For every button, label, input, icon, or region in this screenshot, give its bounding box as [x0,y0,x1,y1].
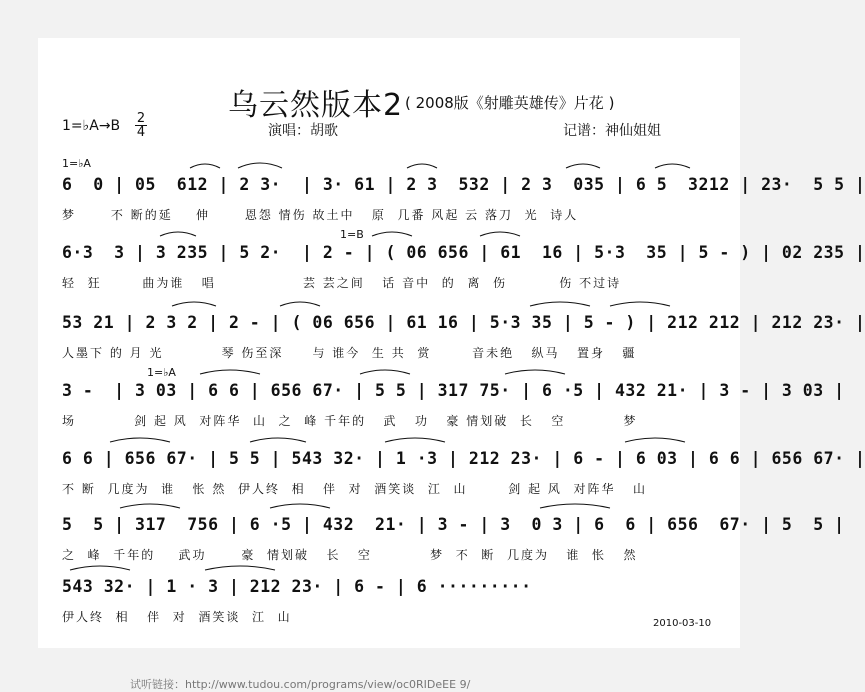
notation-line: 6 0 | 05 612 | 2 3· | 3· 61 | 2 3 532 | 2 3 035 | 6 5 3212 | 23· 5 5 | [62,175,865,194]
score-line [62,240,865,300]
key-change-mark: 1=B [340,228,364,241]
time-signature [135,112,147,139]
listen-link[interactable]: 试听链接：http://www.tudou.com/programs/view/oc0RIDeEE 9/ [130,678,471,691]
key-change-mark: 1=♭A [147,366,176,379]
score-line [62,512,845,572]
notation-line: 3 - | 3 03 | 6 6 | 656 67· | 5 5 | 317 75· | 6 ·5 | 432 21· | 3 - | 3 03 | [62,381,845,400]
lyrics-line: 人墨下 的 月 光 琴 伤至深 与 谁今 生 共 赏 音未绝 纵马 置身 疆 [62,346,637,360]
lyrics-line: 不 断 几度为 谁 怅 然 伊人终 相 伴 对 酒笑谈 江 山 剑 起 风 对阵华 山 [62,482,647,496]
lyrics-line: 轻 狂 曲为谁 唱 芸 芸之间 话 音中 的 离 伤 伤 不过诗 [62,276,622,290]
notation-line: 53 21 | 2 3 2 | 2 - | ( 06 656 | 61 16 | 5·3 35 | 5 - ) | 212 212 | 212 23· | [62,313,865,332]
time-signature-top: 2 [136,111,146,126]
lyrics-line: 场 剑 起 风 对阵华 山 之 峰 千年的 武 功 豪 情划破 长 空 梦 [62,414,638,428]
singer-credit: 演唱：胡歌 [268,123,338,139]
lyrics-line: 伊人终 相 伴 对 酒笑谈 江 山 [62,610,292,624]
score-line [62,574,710,634]
score-line [62,446,865,506]
score-line [62,310,865,370]
lyrics-line: 之 峰 千年的 武功 豪 情划破 长 空 梦 不 断 几度为 谁 怅 然 [62,548,638,562]
notation-line: 543 32· | 1 · 3 | 212 23· | 6 - | 6 ········· [62,577,532,596]
key-signature: 1=♭A→B [62,118,121,134]
notation-line: 6 6 | 656 67· | 5 5 | 543 32· | 1 ·3 | 212 23· | 6 - | 6 03 | 6 6 | 656 67· | [62,449,865,468]
notator-credit: 记谱：神仙姐姐 [563,123,661,139]
score-line [62,378,845,438]
key-change-mark: 1=♭A [62,157,91,170]
notation-line: 6·3 3 | 3 235 | 5 2· | 2 - | ( 06 656 | 61 16 | 5·3 35 | 5 - ) | 02 235 | [62,243,865,262]
lyrics-line: 梦 不 断的延 伸 恩怨 情伤 故土中 原 几番 风起 云 落刀 光 诗人 [62,208,579,222]
score-date: 2010-03-10 [653,618,712,629]
score-line [62,172,865,232]
song-subtitle: ( 2008版《射雕英雄传》片花 ) [405,94,615,112]
song-title: 乌云然版本2 [228,88,404,123]
time-signature-bottom: 4 [136,125,146,140]
notation-line: 5 5 | 317 756 | 6 ·5 | 432 21· | 3 - | 3 0 3 | 6 6 | 656 67· | 5 5 | [62,515,845,534]
